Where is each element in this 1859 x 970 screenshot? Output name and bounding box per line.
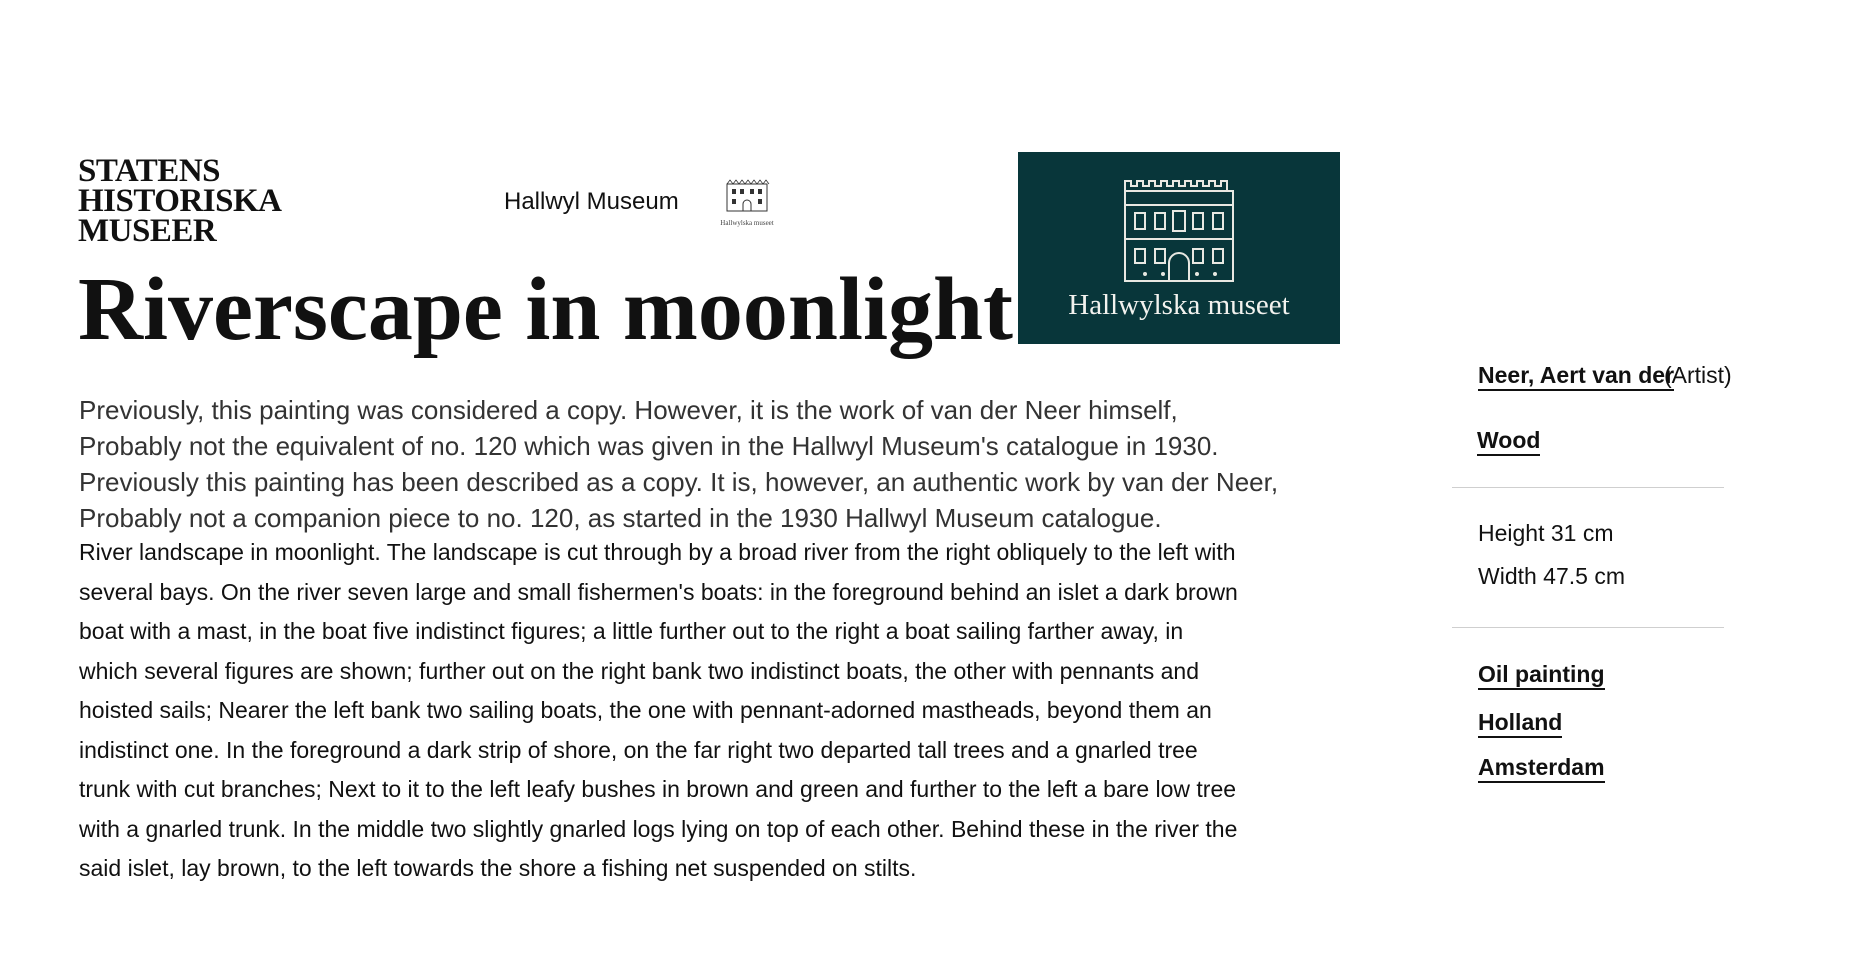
lead-line: Previously, this painting was considered a copy. However, it is the work of van der Neer himself,: [79, 395, 1178, 425]
lead-paragraph: [79, 392, 1319, 536]
description-line: with a gnarled trunk. In the middle two slightly gnarled logs lying on top of each other. Behind these in the river the: [79, 815, 1238, 842]
small-logo-caption: Hallwylska museet: [720, 219, 774, 227]
description-line: trunk with cut branches; Next to it to the left leafy bushes in brown and green and further to the left a bare low tree: [79, 776, 1237, 802]
banner-museum-name: Hallwylska museet: [1068, 289, 1290, 321]
palace-icon: [1117, 169, 1241, 287]
dimension-width: Width 47.5 cm: [1478, 563, 1625, 589]
description-line: hoisted sails; Nearer the left bank two sailing boats, the one with pennant-adorned mastheads, beyond them an: [79, 697, 1212, 723]
technique-link[interactable]: Oil painting: [1478, 661, 1605, 690]
description-line: said islet, lay brown, to the left towards the shore a fishing net suspended on stilts.: [79, 855, 917, 881]
hallwyl-small-logo: [712, 178, 782, 230]
divider: [1452, 487, 1724, 488]
dimension-height: Height 31 cm: [1478, 520, 1614, 546]
lead-line: Probably not a companion piece to no. 120, as started in the 1930 Hallwyl Museum catalogue.: [79, 503, 1162, 533]
lead-line: Probably not the equivalent of no. 120 which was given in the Hallwyl Museum's catalogue in 1930.: [79, 431, 1219, 461]
artist-link[interactable]: Neer, Aert van der: [1478, 362, 1674, 391]
description-line: indistinct one. In the foreground a dark strip of shore, on the far right two departed tall trees and a gnarled tree: [79, 736, 1198, 763]
description-line: River landscape in moonlight. The landscape is cut through by a broad river from the right obliquely to the left with: [79, 539, 1236, 565]
city-link[interactable]: Amsterdam: [1478, 754, 1605, 783]
page-title: Riverscape in moonlight: [78, 260, 1013, 359]
description-line: which several figures are shown; further out on the right bank two indistinct boats, the other with pennants and: [79, 657, 1199, 684]
country-link[interactable]: Holland: [1478, 709, 1562, 738]
material-link[interactable]: Wood: [1477, 427, 1540, 456]
description-line: boat with a mast, in the boat five indistinct figures; a little further out to the right a boat sailing farther away, in: [79, 618, 1184, 644]
shm-logo-line: STATENS: [78, 153, 221, 189]
description-line: several bays. On the river seven large and small fishermen's boats: in the foreground behind an islet a dark brown: [79, 578, 1238, 605]
shm-logo[interactable]: [78, 153, 282, 249]
palace-icon: [724, 178, 770, 212]
divider: [1452, 627, 1724, 628]
shm-logo-line: MUSEER: [78, 213, 217, 249]
description-paragraph: [79, 533, 1339, 889]
artist-role: (Artist): [1664, 362, 1732, 388]
museum-name[interactable]: Hallwyl Museum: [504, 188, 679, 215]
lead-line: Previously this painting has been described as a copy. It is, however, an authentic work by van der Neer,: [79, 467, 1279, 497]
shm-logo-line: HISTORISKA: [78, 183, 282, 219]
hallwyl-banner: [1018, 152, 1340, 344]
